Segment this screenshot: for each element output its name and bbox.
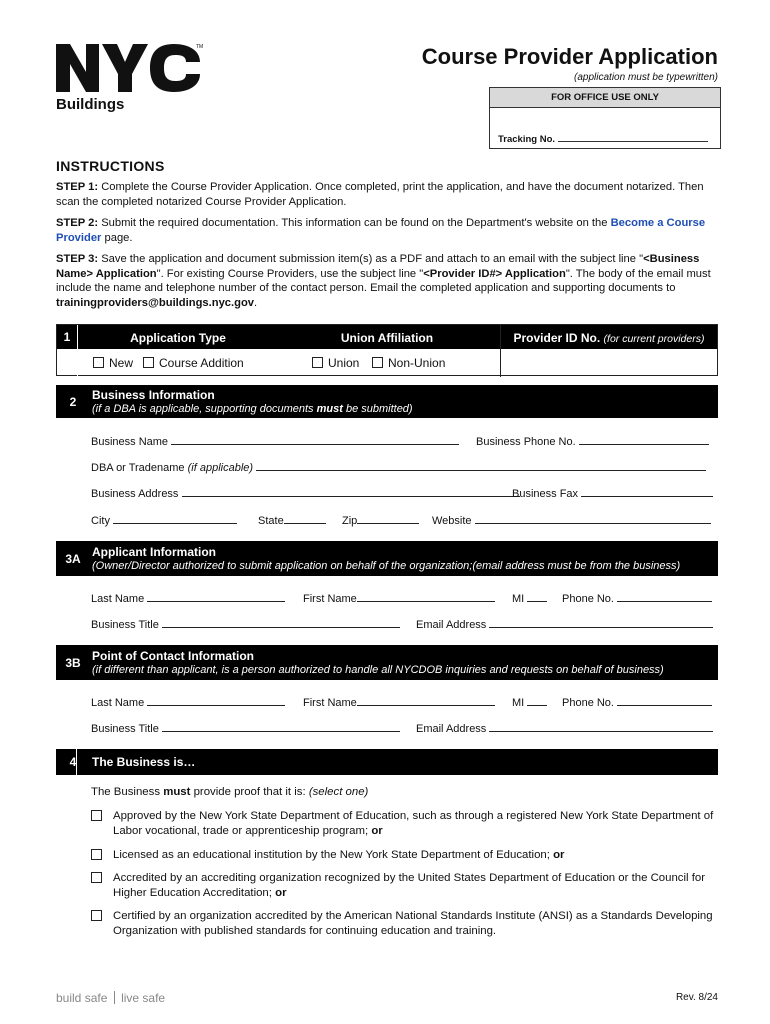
contact-first-name-label: First Name [303,697,357,709]
dba-line[interactable] [256,460,706,471]
business-fax-field[interactable] [512,486,713,500]
col-application-type: Application Type [130,331,226,345]
business-phone-line[interactable] [579,434,709,445]
page-title: Course Provider Application [421,44,718,69]
checkbox-union[interactable] [312,356,359,370]
contact-mi-label: MI [512,697,525,709]
option-certified-checkbox[interactable] [91,910,102,921]
section-2-number: 2 [69,395,77,409]
applicant-first-name-line[interactable] [357,591,495,602]
contact-email-line[interactable] [489,721,713,732]
applicant-business-title-line[interactable] [162,617,400,628]
revision-date: Rev. 8/24 [675,992,718,1003]
step3-end: . [254,296,258,309]
applicant-phone-field[interactable] [562,591,712,605]
subject-line-1: <Business Name> Application [56,253,700,280]
business-fax-label: Business Fax [512,488,579,500]
step3-text-b: ". For existing Course Providers, use the subject line " [156,267,424,280]
applicant-phone-label: Phone No. [562,593,614,605]
business-phone-field[interactable] [476,434,709,448]
applicant-email-label: Email Address [416,619,487,631]
contact-last-name-field[interactable] [91,695,285,709]
applicant-phone-line[interactable] [617,591,712,602]
contact-last-name-line[interactable] [147,695,285,706]
page-subtitle: (application must be typewritten) [574,72,718,83]
business-address-field[interactable] [91,486,520,500]
contact-first-name-line[interactable] [357,695,495,706]
step-2 [56,216,720,245]
section-3a-header [56,541,718,576]
checkbox-nonunion-box[interactable] [372,357,383,368]
applicant-mi-field[interactable] [512,591,547,605]
col-divider-2 [500,325,501,377]
zip-line[interactable] [357,513,419,524]
contact-email-field[interactable] [416,721,713,735]
step3-text-a: Save the application and document submission item(s) as a PDF and attach to an email with the subject line " [101,253,644,265]
or-2: or [553,849,565,861]
step1-label: STEP 1: [56,181,99,193]
section-3b-subtitle: (if different than applicant, is a person authorized to handle all NYCDOB inquiries and requests on behalf of business) [92,664,664,676]
state-line[interactable] [284,513,326,524]
section-2-sub-b: be submitted) [342,403,413,415]
business-name-field[interactable] [91,434,459,448]
section-4-header [56,749,718,775]
tagline-live-safe: live safe [121,991,166,1005]
dba-field[interactable] [91,460,706,474]
contact-email-label: Email Address [416,723,487,735]
checkbox-nonunion-label: Non-Union [388,356,446,370]
checkbox-non-union[interactable] [372,356,445,370]
office-use-label: FOR OFFICE USE ONLY [490,88,720,108]
section-2-subtitle [92,403,413,415]
section-3a-title: Applicant Information [92,545,216,559]
section-4-number: 4 [69,755,77,769]
section-3b-number: 3B [65,656,81,670]
contact-phone-field[interactable] [562,695,712,709]
checkbox-course-box[interactable] [143,357,154,368]
state-field[interactable] [258,513,326,527]
contact-first-name-field[interactable] [303,695,495,709]
checkbox-course-addition[interactable] [143,356,244,370]
option-approved-checkbox[interactable] [91,810,102,821]
option-approved[interactable] [91,809,721,839]
section-3a-subtitle: (Owner/Director authorized to submit application on behalf of the organization;(email address must be from the business) [92,560,681,572]
checkbox-union-box[interactable] [312,357,323,368]
step3-text-c: ". The body of the email must include the name and telephone number of the contact person. Email the completed application and supporting documents to [56,267,711,295]
logo-subtitle: Buildings [56,96,125,113]
option-accredited[interactable] [91,871,721,901]
instructions-heading: INSTRUCTIONS [56,158,165,174]
step-3 [56,252,720,310]
applicant-business-title-label: Business Title [91,619,159,631]
checkbox-new-box[interactable] [93,357,104,368]
website-line[interactable] [475,513,711,524]
checkbox-new-label: New [109,356,134,370]
dba-note: (if applicable) [187,462,254,474]
zip-label: Zip [342,515,358,527]
business-address-label: Business Address [91,488,179,500]
city-label: City [91,515,110,527]
section-4-intro [91,786,368,798]
business-name-line[interactable] [171,434,459,445]
website-label: Website [432,515,472,527]
business-address-line[interactable] [182,486,520,497]
intro-must: must [163,786,191,798]
intro-b: provide proof that it is: [190,786,309,798]
option-licensed-text: Licensed as an educational institution by the New York State Department of Education; [113,849,550,861]
step3-label: STEP 3: [56,253,99,265]
section-3b-header [56,645,718,680]
website-field[interactable] [432,513,711,527]
applicant-first-name-field[interactable] [303,591,495,605]
option-licensed-checkbox[interactable] [91,849,102,860]
contact-mi-line[interactable] [527,695,547,706]
applicant-email-field[interactable] [416,617,713,631]
step2-end: page. [104,231,133,244]
section-3a-number: 3A [65,552,81,566]
option-accredited-text: Accredited by an accrediting organization recognized by the United States Department of Education or the Council for Higher Education Accreditation; [113,872,706,899]
section-2-sub-must: must [316,403,343,415]
tracking-field[interactable] [498,132,708,145]
contact-phone-label: Phone No. [562,697,614,709]
business-phone-label: Business Phone No. [476,436,576,448]
step1-text: Complete the Course Provider Application. Once completed, print the application, and have the document notarized. Then scan the completed notarized Course Provider Application. [56,181,704,208]
option-certified-text: Certified by an organization accredited by the American National Standards Institute (ANSI) as a Standards Developing Organization with published standards for continuing education and training. [113,910,713,937]
contact-phone-line[interactable] [617,695,712,706]
applicant-business-title-field[interactable] [91,617,400,631]
contact-business-title-field[interactable] [91,721,400,735]
section-3b-title: Point of Contact Information [92,649,254,663]
city-line[interactable] [113,513,237,524]
contact-business-title-label: Business Title [91,723,159,735]
tagline-divider [114,991,115,1004]
applicant-last-name-line[interactable] [147,591,285,602]
section-4-title: The Business is… [92,755,196,769]
contact-mi-field[interactable] [512,695,547,709]
contact-last-name-label: Last Name [91,697,145,709]
or-3: or [275,887,287,899]
applicant-mi-label: MI [512,593,525,605]
applicant-first-name-label: First Name [303,593,357,605]
step-1 [56,180,720,209]
business-fax-line[interactable] [581,486,713,497]
applicant-last-name-label: Last Name [91,593,145,605]
intro-a: The Business [91,786,164,798]
section-2-left-border [56,385,57,418]
provider-id-label: Provider ID No. [513,331,601,345]
section-4-divider [76,749,77,775]
zip-field[interactable] [342,513,419,527]
section-2-sub-a: (if a DBA is applicable, supporting documents [92,403,317,415]
footer-tagline [56,991,165,1005]
option-approved-text: Approved by the New York State Department of Education, such as through a registered New York State Department of Labor vocational, trade or apprenticeship program; [113,810,714,837]
state-label: State [258,515,284,527]
applicant-mi-line[interactable] [527,591,547,602]
contact-business-title-line[interactable] [162,721,400,732]
section-2-header [56,385,718,418]
city-field[interactable] [91,513,237,527]
option-accredited-checkbox[interactable] [91,872,102,883]
applicant-email-line[interactable] [489,617,713,628]
checkbox-union-label: Union [328,356,360,370]
tracking-line[interactable] [558,132,708,142]
step2-label: STEP 2: [56,217,99,229]
section-1-number: 1 [63,330,71,344]
business-name-label: Business Name [91,436,169,448]
step2-text: Submit the required documentation. This information can be found on the Department's website on the [101,217,608,229]
nyc-logo [56,42,204,94]
tracking-label: Tracking No. [498,134,556,145]
dba-label: DBA or Tradename [91,462,185,474]
provider-id-note: (for current providers) [603,333,705,345]
col-union-affiliation: Union Affiliation [340,331,434,345]
subject-line-2: <Provider ID#> Application [423,267,566,280]
office-use-box [489,87,721,149]
contact-email[interactable]: trainingproviders@buildings.nyc.gov [56,296,255,309]
option-certified[interactable] [91,909,721,939]
col-provider-id [501,331,717,345]
tagline-build-safe: build safe [56,991,108,1005]
section-2-title: Business Information [92,388,215,402]
option-licensed[interactable] [91,848,721,863]
intro-select: (select one) [308,786,369,798]
become-provider-link[interactable]: Become a Course Provider [56,217,706,244]
section-1-table [56,324,718,376]
applicant-last-name-field[interactable] [91,591,285,605]
checkbox-new[interactable] [93,356,133,370]
or-1: or [371,825,383,837]
checkbox-course-label: Course Addition [159,356,244,370]
svg-text:TM: TM [196,44,204,50]
